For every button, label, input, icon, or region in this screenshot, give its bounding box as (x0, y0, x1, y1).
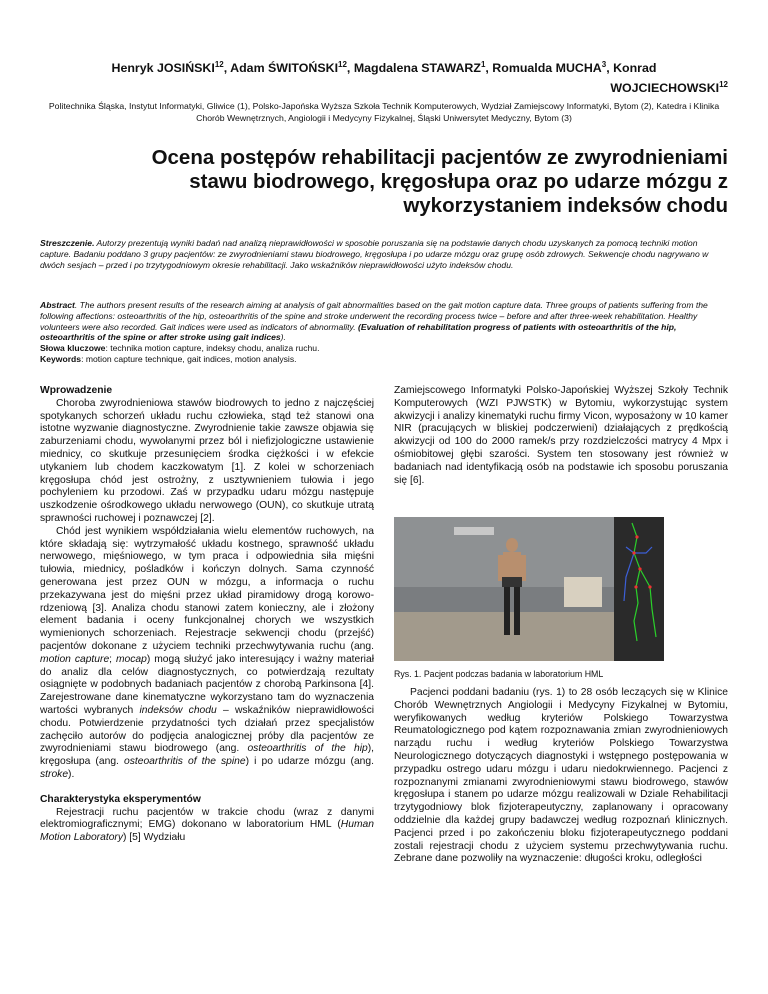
author: Romualda MUCHA$^3$, (492, 59, 614, 75)
right-paragraph-bottom: Pacjenci poddani badaniu (rys. 1) to 28 osób leczących się w Klinice Chorób Wewnętrznych Angiologii i Medycyny Fizykalnej w Bytomiu, weryfikowanych według kryteriów Polskiego Towarzystwa Reumatologicznego pod kątem rozpoznawania zmian zwyrodnieniowych narządu ruchu i według kryteriów Polskiego Towarzystwa Neurologicznego dotyczących diagnostyki i wstępnego postępowania w przypadku ostrego udaru mózgu i udaru niedokrwiennego. Pacjenci z rozpoznanymi zmianami zwyrodnieniowymi stawu biodrowego, stawów kręgosłupa i stanem po udarze mózgu realizowali w Dziale Rehabilitacji trzytygodniowy blok fizjoterapeutyczny, zaplanowany i opracowany oddzielnie dla każdej grupy badawczej według rozpoznań klinicznych. Pacjenci przed i po zakończeniu bloku fizjoterapeutycznego poddani zostali rejestracji chodu z użyciem systemu przechwytywania ruchu. Zebrane dane pozwoliły na wyznaczenie: długości kroku, odległości (394, 687, 728, 865)
author: Henryk JOSIŃSKI$^{12}$, (111, 59, 231, 75)
affiliations: Politechnika Śląska, Instytut Informatyki, Gliwice (1), Polsko-Japońska Wyższa Szkoła Technik Komputerowych, Wydział Zamiejscowy Informatyki, Bytom (2), Katedra i Klinika Chorób Wewnętrznych, Angiologii i Medycyny Fizykalnej, Śląski Uniwersytet Medyczny, Bytom (3) (48, 101, 720, 123)
author: Magdalena STAWARZ$^1$, (353, 59, 493, 75)
english-title: (Evaluation of rehabilitation progress of patients with osteoarthritis of the hip, osteoarthritis of the spine or after stroke using gait indices (40, 321, 677, 343)
streszczenie: Streszczenie. Autorzy prezentują wyniki badań nad analizą nieprawidłowości w sposobie poruszania się na podstawie danych chodu uzyskanych za pomocą techniki motion capture. Badaniu poddano 3 grupy pacjentów: ze zwyrodnieniami stawu biodrowego, kręgosłupa i po udarze mózgu oraz grupę osób zdrowych. Sekwencje chodu nagrywano w dwóch sesjach – przed i po trzytygodniowym okresie rehabilitacji. Jako wskaźników nieprawidłowości użyto indeksów chodu. (40, 238, 709, 270)
abstract-en: Abstract. The authors present results of the research aiming at analysis of gait abnormalities based on the gait motion capture data. Three groups of patients suffering from the following affections: osteoarthritis of the hip, osteoarthritis of the spine and stroke underwent the recording process twice – before and after three-week rehabilitation. Healthy volunteers were also recorded. Gait indices were used as indicators of abnormality. (Evaluation of rehabilitation progress of patients with osteoarthritis of the hip, osteoarthritis of the spine or after stroke using gait indices). (40, 300, 708, 343)
keywords-en: Keywords: motion capture technique, gait indices, motion analysis. (40, 354, 297, 364)
author-line-1 (40, 58, 728, 78)
intro-paragraph-1: Choroba zwyrodnieniowa stawów biodrowych to jedno z najczęściej spotykanych schorzeń układu ruchu człowieka, stąd też stanowi ona istotne wyzwanie diagnostyczne. Zwyrodnienie takie zawsze objawia się zaburzeniami chodu, wywołanymi przez ból i niefizjologiczne ustawienie miednicy, co skutkuje przesunięciem środka ciężkości i w efekcie utykaniem lub chodem kaczkowatym [1]. Z kolei w schorzeniach kręgosłupa chód jest ostrożny, z usztywnieniem tułowia i jego pochyleniem ku przodowi. Zaś w przypadku udaru mózgu następuje uszkodzenie ośrodkowego układu nerwowego (OUN), co skutkuje utratą sprawności ruchowej i poznawczej [2]. (40, 397, 374, 524)
section-heading-intro: Wprowadzenie (40, 385, 113, 396)
right-column-top (394, 385, 728, 487)
author-line-2: WOJCIECHOWSKI$^{12}$ (610, 79, 728, 95)
left-column (40, 385, 374, 845)
author: Adam ŚWITOŃSKI$^{12}$, (230, 59, 354, 75)
intro-paragraph-2: Chód jest wynikiem współdziałania wielu elementów ruchowych, na które składają się: wytrzymałość układu kostnego, sprawność układu nerwowego, mięśniowego, w tym praca i odpowiednia siła mięśni tułowia, miednicy, pośladków i kończyn dolnych. Sama czynność generowana jest przez OUN w mózgu, a informacja o ruchu przekazywana jest do mięśni przez układ piramidowy drogą korowo-rdzeniową [3]. Analiza chodu stanowi zatem konieczny, ale i złożony element badania i oceny funkcjonalnej chorych we wszystkich wymienionych schorzeniach. Rejestracje sekwencji chodu (przejść) pacjentów dokonane z użyciem techniki przechwytywania ruchu (ang. motion capture; mocap) mogą służyć jako interesujący i ważny materiał do analiz dla celów diagnostycznych, co potwierdzają rezultaty osiągnięte w podobnych badaniach pacjentów z chorobą Parkinsona [4]. Zarejestrowane dane kinematyczne wykorzystano tam do wyznaczenia wartości wybranych indeksów chodu – wskaźników nieprawidłowości chodu. Potwierdzenie przydatności tych działań przez specjalistów zachęciło autorów do podjęcia analogicznej próby dla pacjentów ze zwyrodnieniami stawu biodrowego (ang. osteoarthritis of the hip), kręgosłupa (ang. osteoarthritis of the spine) i po udarze mózgu (ang. stroke). (40, 525, 375, 780)
streszczenie-label: Streszczenie. (40, 238, 95, 248)
keywords-pl: Słowa kluczowe: technika motion capture, indeksy chodu, analiza ruchu. (40, 343, 320, 353)
author-list (40, 58, 728, 95)
author: Konrad (613, 61, 657, 75)
figure-caption: Rys. 1. Pacjent podczas badania w laboratorium HML (394, 669, 604, 679)
right-column-bottom (394, 687, 728, 866)
lab-photo-figure (394, 517, 664, 661)
paper-title: Ocena postępów rehabilitacji pacjentów ze zwyrodnieniami stawu biodrowego, kręgosłupa oraz po udarze mózgu z wykorzystaniem indeksów chodu (151, 146, 728, 217)
experiments-paragraph: Rejestracji ruchu pacjentów w trakcie chodu (wraz z danymi elektromiograficznymi; EMG) dokonano w laboratorium HML (Human Motion Laboratory) [5] Wydziału (40, 806, 374, 844)
right-paragraph-top: Zamiejscowego Informatyki Polsko-Japońskiej Wyższej Szkoły Technik Komputerowych (WZI PJWSTK) w Bytomiu, wykorzystując system akwizycji i analizy kinematyki ruchu firmy Vicon, wyposażony w 10 kamer NIR (pracujących w bliskiej podczerwieni) działających z prędkością akwizycji od 100 do 2000 ramek/s przy rozdzielczości matrycy 4 Mpx i ośmiobitowej głębi szarości. System ten stosowany jest również w badaniach nad identyfikacją osób na podstawie ich sposobu poruszania się [6]. (394, 385, 728, 486)
lab-photo (394, 517, 664, 661)
abstract-label: Abstract (40, 300, 75, 310)
section-heading-experiments: Charakterystyka eksperymentów (40, 793, 201, 805)
